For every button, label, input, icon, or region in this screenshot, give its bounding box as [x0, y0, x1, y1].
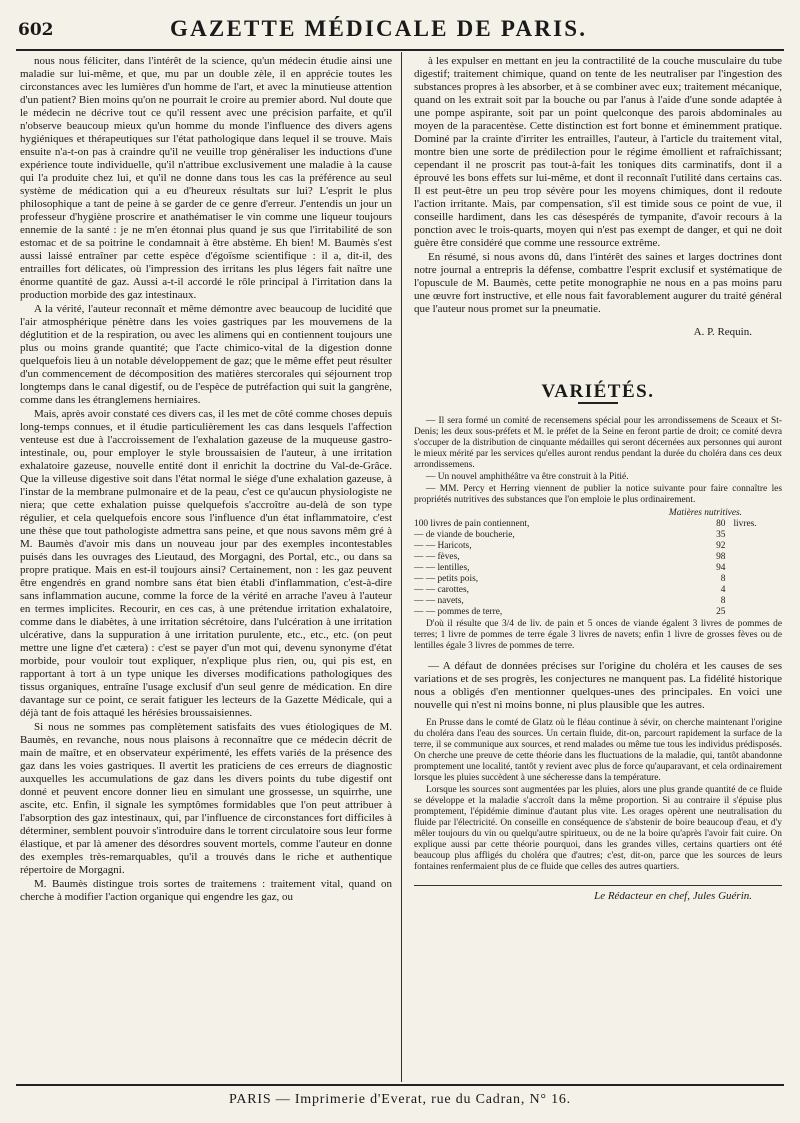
table-row: [414, 563, 782, 574]
row-label: — — navets,: [414, 596, 464, 606]
row-unit: [733, 596, 782, 607]
paragraph: En Prusse dans le comté de Glatz où le fléau continue à sévir, on cherche maintenant l'origine du choléra dans l'eau des sources. Un certain fluide, dit-on, parcourt rapidement la surface de la terre, il se communique aux sources, et rend malades ou même tue tous les individus prédisposés. On cherche une preuve de cette théorie dans les fluctuations de la maladie, qui, tantôt abandonne promptement une localité, tantôt y revient avec plus de force qu'auparavant, et cela ordinairement lorsque les pluies succèdent à une sécheresse dans la température.: [414, 718, 782, 783]
footer-rule: [16, 1084, 784, 1086]
paragraph: M. Baumès distingue trois sortes de traitemens : traitement vital, quand on cherche à modifier l'action organique qui engendre les gaz, ou: [20, 878, 392, 903]
news-item: — Un nouvel amphithéâtre va être construit à la Pitié.: [426, 472, 629, 482]
paragraph: à les expulser en mettant en jeu la contractilité de la couche musculaire du tube digestif; traitement chimique, quand on tente de les neutraliser par l'ingestion des substances propres à les absorber, et à se combiner avec eux; traitement mécanique, quand on les extrait soit par la bouche ou par l'anus à l'aide d'une sonde adaptée à une pompe aspirante, soit par un point quelconque des parois abdominales au moyen de la paracentèse. Cette distinction est fort bonne et éminemment pratique. Dominé par la crainte d'irriter les entrailles, l'auteur, à l'article du traitement vital, montre bien une sorte de prédilection pour le régime émollient et rafraîchissant; cependant il ne proscrit pas tout-à-fait les toniques dits carminatifs, dont il a éprouvé les bons effets sur lui-même, et dont il reconnaît l'utilité dans certains cas. Il est peut-être un peu trop sévère pour les moyens chimiques, dont il redoute l'action irritante. Mais, par compensation, s'il est timide sous ce point de vue, il conseille hardiment, dans les cas désespérés de tympanite, d'avoir recours à la ponction avec le trois-quarts, moyen qui n'est pas exempt de danger, et qui ne doit guère être considéré que comme une ressource extrême.: [414, 55, 782, 249]
news-item: — MM. Percy et Herring viennent de publier la notice suivante pour faire connaître les propriétés nutritives des substances que l'on emploie le plus ordinairement.: [414, 484, 782, 505]
row-unit: livres.: [733, 519, 757, 529]
table-row: [414, 530, 782, 541]
printer-imprint: PARIS — Imprimerie d'Everat, rue du Cadran, N° 16.: [229, 1092, 571, 1107]
row-value: 98: [716, 552, 726, 562]
table-row: [414, 585, 782, 596]
paragraph: A la vérité, l'auteur reconnaît et même démontre avec beaucoup de lucidité que l'air atmosphérique pénètre dans les voies gastriques par les mouvemens de la déglutition et de la respiration, ou avec les alimens qui en contiennent toujours une plus ou moins grande quantité; que l'acte chimico-vital de la digestion donne quelquefois lieu à un notable développement de gaz; que le même effet peut résulter d'un commencement de décomposition des matières stercorales qui séjournent trop longtemps dans le canal digestif, ou de l'espèce de putréfaction qui suit la gangrène, comme dans les étranglemens herniaires.: [20, 303, 392, 406]
row-value: 35: [716, 530, 726, 540]
row-unit: [733, 563, 782, 574]
table-row: [414, 519, 782, 530]
row-value: 8: [720, 574, 726, 584]
row-value: 8: [720, 596, 726, 606]
table-row: [414, 574, 782, 585]
paragraph: Lorsque les sources sont augmentées par les pluies, alors une plus grande quantité de ce fluide se développe et la maladie s'accroît dans la même proportion. Si au contraire il s'épuise plus promptement, l'épidémie diminue d'autant plus vite. Les orages opèrent une neutralisation du fluide par l'électricité. On conseille en conséquence de s'abstenir de boire beaucoup d'eau, et d'y mêler toujours du vin ou quelqu'autre spiritueux, ou de ne la boire qu'après l'avoir fait cuire. On explique aussi par cette théorie pourquoi, dans les grandes villes, certains quartiers ont été beaucoup plus affligés du choléra que d'autres; c'est, dit-on, parce que les sources de leurs fontaines renfermaient plus de ce fluide que celles des autres quartiers.: [414, 785, 782, 872]
cholera-intro: — A défaut de données précises sur l'origine du choléra et les causes de ses variations et de ses progrès, les conjectures ne manquent pas. La fidélité historique nous a obligés d'en mentionner quelques-unes des principales. En voici une nouvelle qui n'est ni moins bonne, ni plus plausible que les autres.: [414, 660, 782, 711]
header-rule: [16, 49, 784, 51]
table-row: [414, 541, 782, 552]
row-value: 92: [716, 541, 726, 551]
paragraph: Mais, après avoir constaté ces divers cas, il les met de côté comme choses depuis long-temps connues, et il étudie particulièrement les cas dans lesquels l'affection venteuse est due à l'accroissement de l'exhalation gazeuse de la muqueuse gastro-intestinale, ou, pour employer le style broussaisien de l'auteur, à une irritation exhalatoire gazeuse, nouvelle entité dont il enrichit la doctrine du Val-de-Grâce. Que la villeuse digestive soit dans l'état normal le siége d'une exhalation gazeuse, à l'instar de la membrane pulmonaire et de la peau, c'est ce qu'aucun physiologiste ne niera; que cette exhalation puisse quelquefois s'accroître au-delà de son type régulier, et cela quelquefois encore sous l'influence d'un état inflammatoire, c'est une thèse que tout pathologiste admettra sans peine, et que nous savons mêm gré à M. Baumès d'avoir mis dans un nouveau jour par des exemples incontestables puisés dans les ouvrages des Lieutaud, des Morgagni, des Portal, etc., ou dans sa propre pratique. Mais en est-il toujours ainsi? Certainement, non : les gaz peuvent être engendrés en grand nombre sans état bien établi d'inflammation, c'est-à-dire sans inflammation aucune, comme la force de la vérité en arrache l'aveu à l'auteur en termes implicites. Recourir, en ces cas, à une prétendue irritation exhalatoire, comme dans le diabètes, à une irritation sécrétoire, dans l'ulcération à une irritation ulcérative, dans la suppuration à une irritation purulente, etc., etc., etc. (on peut mettre une ligne d'et cætera) : c'est se payer d'un mot qui, devenu synonyme d'état morbide, pour vouloir tout expliquer, n'explique plus rien, ou, qui pis est, en rapportant à tort à un type unique les diverses modifications pathologiques des tissus organiques, entraîne l'usage exclusif d'un seul genre de médication. En dire davantage sur ce point, ce serait fatiguer les lecteurs de la Gazette Médicale, qui a déjà tant de fois attaqué les hérésies broussaisiennes.: [20, 408, 392, 719]
left-column: [20, 55, 392, 1080]
paragraph: Si nous ne sommes pas complètement satisfaits des vues étiologiques de M. Baumès, en revanche, nous nous plaisons à reconnaître que ce médecin décrit de main de maître, et en observateur expérimenté, les effets variés de la présence des gaz dans les voies gastriques. Il avertit les praticiens de ces erreurs de diagnostic auxquelles les accumulations de gaz dans les divers points du tube digestif ont donné et peuvent encore donner lieu en simulant une grossesse, un squirrhe, une ascite, etc. Enfin, il signale les symptômes formidables que l'on peut attribuer à l'absorption des gaz intestinaux, qui, par l'influence de circonstances fort difficiles à déterminer, semblent pouvoir s'introduire dans le torrent circulatoire sous leur forme élastique, et par là amener des désordres souvent mortels, comme l'auteur en donne des exemples très-remarquables, qu'il a trouvés dans le riche et authentique répertoire de Morgagni.: [20, 721, 392, 876]
table-row: [414, 552, 782, 563]
column-divider: [401, 52, 402, 1082]
row-value: 4: [720, 585, 726, 595]
row-label: — — carottes,: [414, 585, 469, 595]
row-value: 94: [716, 563, 726, 573]
author-signature: A. P. Requin.: [693, 326, 752, 338]
news-section: [414, 416, 782, 652]
news-item: — Il sera formé un comité de recensemens spécial pour les arrondissemens de Sceaux et St-Denis; les deux sous-préfets et M. le préfet de la Seine en feront partie de droit; ce comité devra s'occuper de la distribution de cinquante médailles qui seront décernées aux personnes qui auront le mieux mérité par les services qu'elles auront rendus pendant la durée du choléra dans ces deux arrondissemens.: [414, 416, 782, 470]
cholera-section: [414, 718, 782, 873]
nutrition-header: Matières nutritives.: [668, 508, 742, 518]
row-label: — — petits pois,: [414, 574, 479, 584]
row-value: 25: [716, 607, 726, 617]
table-row: [414, 596, 782, 607]
paragraph: nous nous féliciter, dans l'intérêt de la science, qu'un médecin étudie ainsi une maladie sur lui-même, et que, mu par un double zèle, il en apprécie toutes les circonstances avec les lumières d'un homme de l'art, et avec la minutieuse attention d'un patient? Bien moins qu'on ne pourrait le croire au premier abord. Nul doute que le médecin ne décrive tout ce qu'il ressent avec une précision parfaite, et qu'il n'observe beaucoup mieux qu'un homme du monde l'influence des divers agens hygiéniques et thérapeutiques sur l'état pathologique dans lequel il se trouve. Mais ensuite n'a-t-on pas à craindre qu'il ne veuille trop généraliser les inductions d'une expérience toute individuelle, qu'il n'attribue exclusivement une maladie à la cause qui l'a produite chez lui, et qu'il ne donne dans tous les cas la préférence au seul système de médication qui a eu d'heureux résultats sur lui? L'esprit le plus philosophique a tant de peine à se garder de ce genre d'erreur. J'entendis un jour un professeur d'hygiène proscrire et anathématiser le vin comme une liqueur toujours ennemie de la santé : je ne m'en étonnai plus quand je sus que l'irritabilité de son estomac et de sa poitrine le condamnait à être abstème. Eh bien! M. Baumès s'est aussi laissé entraîner par cette espèce d'égoïsme scientifique : il a, dit-il, des entrailles fort délicates, où l'impression des irritans les plus légers fait naître une énorme quantité de gaz. Aussi a-t-il accordé le rôle principal à l'irritation dans la production morbide des gaz intestinaux.: [20, 55, 392, 301]
row-unit: [733, 530, 782, 541]
masthead-title: GAZETTE MÉDICALE DE PARIS.: [170, 16, 588, 41]
row-label: — — pommes de terre,: [414, 607, 503, 617]
nutrition-conclusion: D'où il résulte que 3/4 de liv. de pain et 5 onces de viande égalent 3 livres de pommes de terres; 1 livre de pommes de terre égale 3 livres de navets; enfin 1 livre de grosses fèves ou de lentilles égale 3 livres de pommes de terre.: [414, 619, 782, 651]
page-number: 602: [18, 20, 54, 40]
row-label: 100 livres de pain contiennent,: [414, 519, 530, 529]
row-label: — — Haricots,: [414, 541, 472, 551]
paragraph: En résumé, si nous avons dû, dans l'intérêt des saines et larges doctrines dont notre journal a entrepris la défense, combattre l'esprit exclusif et systématique de l'opuscule de M. Baumès, cette petite monographie ne nous en a pas moins paru une œuvre fort instructive, et elle nous fait favorablement augurer du traité général que l'auteur nous promet sur la pneumatie.: [414, 251, 782, 315]
row-unit: [733, 541, 782, 552]
nutrition-table: [414, 508, 782, 618]
section-end-rule: [414, 885, 782, 886]
table-row: [414, 607, 782, 618]
varietes-heading: VARIÉTÉS.: [541, 381, 655, 402]
row-unit: [733, 574, 782, 585]
row-unit: [733, 607, 782, 618]
row-label: — — lentilles,: [414, 563, 470, 573]
heading-rule: [578, 402, 618, 404]
row-label: — de viande de boucherie,: [414, 530, 515, 540]
row-unit: [733, 585, 782, 596]
right-column: [414, 55, 782, 1080]
row-value: 80: [716, 519, 726, 529]
row-unit: [733, 552, 782, 563]
row-label: — — fèves,: [414, 552, 460, 562]
editor-signature: Le Rédacteur en chef, Jules Guérin.: [594, 890, 752, 902]
